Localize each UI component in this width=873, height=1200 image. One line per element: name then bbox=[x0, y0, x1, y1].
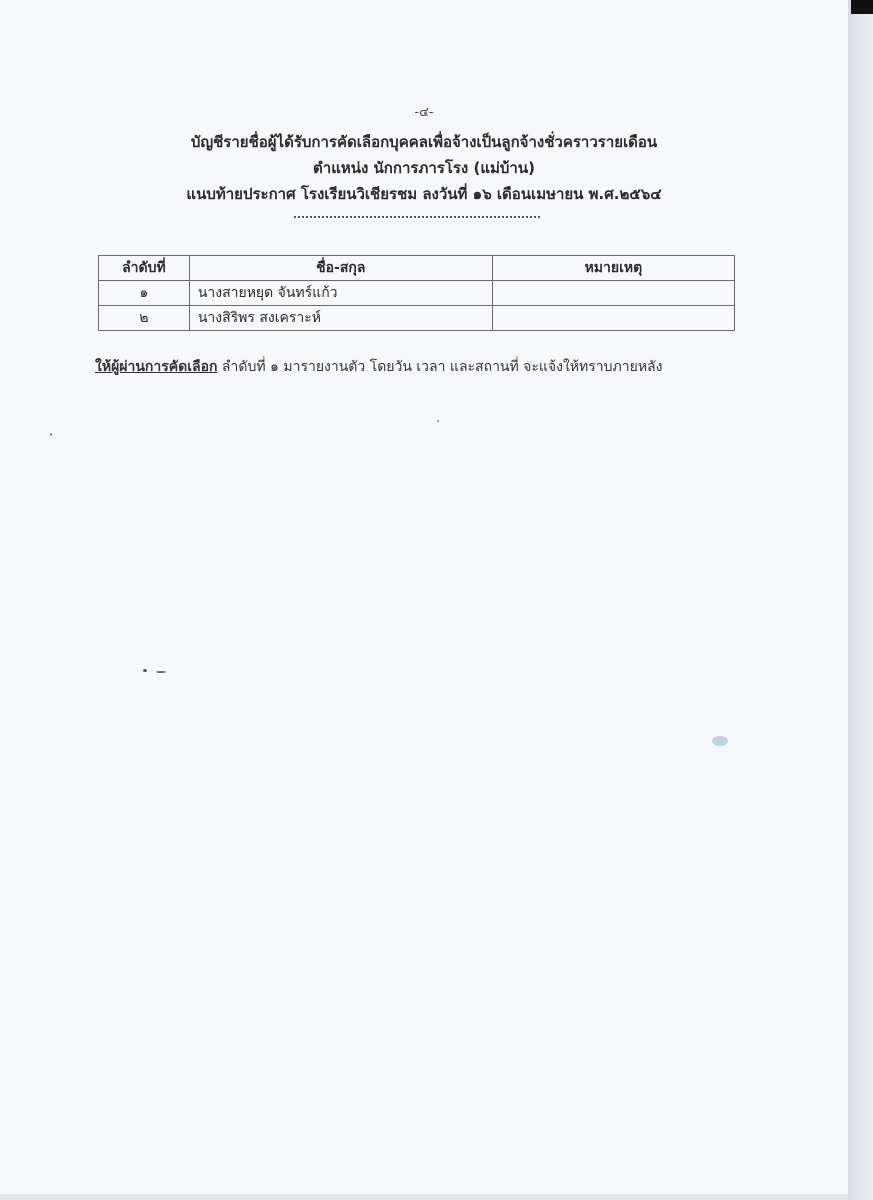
table-row bbox=[99, 306, 735, 331]
row-remark-cell bbox=[492, 306, 734, 331]
instruction-text: ลำดับที่ ๑ มารายงานตัว โดยวัน เวลา และสถานที่ จะแจ้งให้ทราบภายหลัง bbox=[217, 359, 663, 375]
instruction-lead: ให้ผู้ผ่านการคัดเลือก bbox=[95, 359, 218, 375]
scan-ink-spot bbox=[712, 736, 728, 746]
scanner-corner-mark bbox=[851, 0, 873, 14]
scanner-edge bbox=[848, 0, 873, 1200]
column-header-name: ชื่อ-สกุล bbox=[189, 256, 492, 281]
scan-speck bbox=[143, 669, 147, 672]
column-header-remark: หมายเหตุ bbox=[492, 256, 734, 281]
row-name-cell: นางสายหยุด จันทร์แก้ว bbox=[189, 281, 492, 306]
selected-candidates-table bbox=[98, 255, 735, 331]
row-name-cell: นางสิริพร สงเคราะห์ bbox=[189, 306, 492, 331]
table-row bbox=[99, 281, 735, 306]
scan-speck bbox=[156, 671, 166, 673]
scan-speck bbox=[50, 433, 52, 436]
column-header-order: ลำดับที่ bbox=[99, 256, 190, 281]
row-order-cell: ๒ bbox=[99, 306, 190, 331]
instruction-note bbox=[95, 356, 662, 378]
page-number: -๔- bbox=[414, 105, 434, 120]
dotted-divider bbox=[294, 216, 540, 218]
document-announcement-line: แนบท้ายประกาศ โรงเรียนวิเชียรชม ลงวันที่ ๑๖ เดือนเมษายน พ.ศ.๒๕๖๔ bbox=[186, 185, 662, 203]
row-order-cell: ๑ bbox=[99, 281, 190, 306]
scan-speck bbox=[437, 420, 439, 422]
row-remark-cell bbox=[492, 281, 734, 306]
document-position-line: ตำแหน่ง นักการภารโรง (แม่บ้าน) bbox=[313, 159, 535, 177]
table-header-row bbox=[99, 256, 735, 281]
document-title: บัญชีรายชื่อผู้ได้รับการคัดเลือกบุคคลเพื่อจ้างเป็นลูกจ้างชั่วคราวรายเดือน bbox=[190, 133, 658, 151]
